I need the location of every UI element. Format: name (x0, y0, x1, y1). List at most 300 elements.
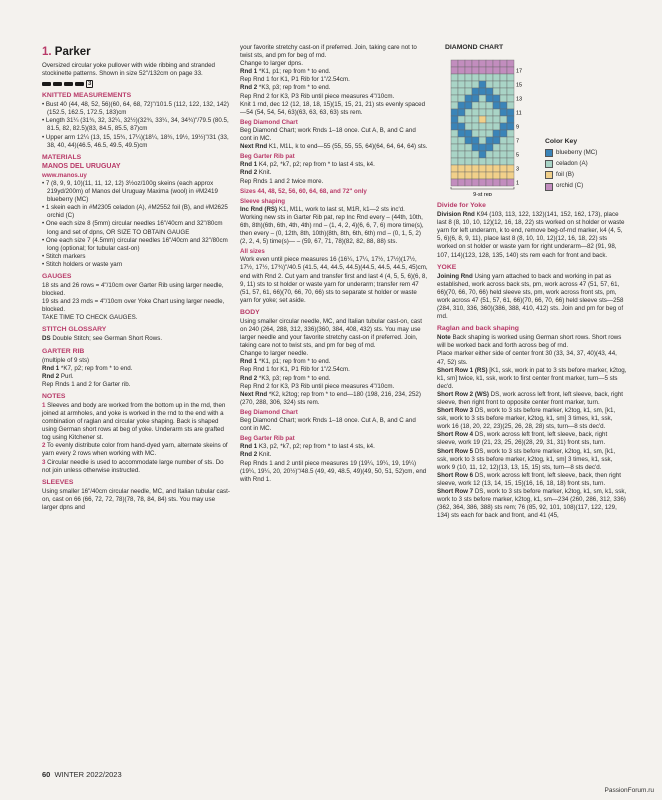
subsection-heading: Beg Diamond Chart (240, 408, 298, 416)
color-swatch (545, 149, 553, 157)
chart-cell (451, 179, 458, 186)
paragraph: 18 sts and 26 rows = 4"/10cm over Garter Rib using larger needle, blocked. (42, 281, 224, 298)
instruction-text: *K3, p3; rep from * to end. (257, 84, 331, 92)
bullet-item: • Length 31¼ (31¾, 32, 32¼, 32½)(32¾, 33¼, 34, 34¾)"/79.5 (80.5, 81.5, 82, 82.5)(83, 84.5, 85.5, 87)cm (42, 117, 229, 133)
chart-cell (458, 151, 465, 158)
paragraph: Rep Rnd 1 for K1, P1 Rib for 1"/2.54cm. (240, 366, 350, 374)
instruction-text: Purl. (59, 372, 74, 380)
color-key-list (545, 149, 597, 190)
instruction-text: DS, work to 3 sts before marker, k2tog, k1, sm, [k1, ssk, work to 3 sts before marker, k2tog, k1, sm] 3 times, k1, ssk, work 16 (18, 20, 22, 23)(25, 26, 28, 28) sts, turn—8 sts dec'd. (437, 407, 616, 431)
chart-cell (500, 179, 507, 186)
skill-level-indicator (42, 80, 230, 88)
section-heading: SLEEVES (42, 478, 74, 486)
chart-cell (493, 102, 500, 109)
instruction-label: Rnd 1 (240, 358, 258, 366)
chart-cell (486, 165, 493, 172)
chart-cell (500, 67, 507, 74)
instruction-label: Short Row 6 (437, 471, 474, 479)
bullet-item: • Upper arm 12¼ (13, 15, 15¾, 17¼)(18¼, 18¾, 19½, 19½)"/31 (33, 38, 40, 44)(46.5, 46.5, 49.5, 49.5)cm (42, 133, 229, 149)
bullet-item: • Bust 40 (44, 48, 52, 56)(60, 64, 68, 72)"/101.5 (112, 122, 132, 142)(152.5, 162.5, 172.5, 183)cm (42, 101, 229, 117)
instruction-label: Short Row 2 (WS) (437, 390, 489, 398)
chart-cell (507, 102, 514, 109)
chart-cell (465, 81, 472, 88)
paragraph: Knit 1 rnd, dec 12 (12, 18, 18, 15)(15, 15, 21, 21) sts evenly spaced—54 (54, 54, 54, 63)(63, 63, 63, 63) sts rem. (240, 100, 426, 116)
chart-cell (507, 88, 514, 95)
chart-cell (500, 116, 507, 123)
chart-cell (500, 137, 507, 144)
section-heading: NOTES (42, 392, 66, 400)
chart-cell (493, 88, 500, 95)
instruction (240, 206, 428, 214)
instruction-label: Rnd 2 (42, 372, 60, 380)
section-heading: GAUGES (42, 272, 72, 280)
chart-cell (500, 81, 507, 88)
instruction-text: [K1, ssk, work in pat to 3 sts before marker, k2tog, k1, sm] twice, k1, ssk, work to first center front marker, turn—5 sts dec'd. (437, 366, 627, 390)
instruction (437, 448, 627, 472)
chart-cell (458, 95, 465, 102)
chart-cell (472, 158, 479, 165)
chart-cell (465, 95, 472, 102)
instruction-text: DS, work to 3 sts before marker, k2tog, k1, sm, k1, ssk, work to 3 sts before marker, k2tog, k1, sm—234 (260, 286, 312, 336)(362, 364, 386, 388) sts rem; 76 (85, 92, 101, 108)(117, 122, 129, 134) sts each for back and front, and 41 (45, (437, 488, 627, 520)
chart-cell (507, 130, 514, 137)
chart-cell (472, 130, 479, 137)
pattern-title (42, 46, 230, 59)
paragraph: Beg Diamond Chart; work Rnds 1–18 once. Cut A, B, and C and cont in MC. (240, 126, 416, 143)
instruction (437, 211, 627, 260)
instruction-label: Next Rnd (240, 390, 268, 398)
chart-cell (507, 60, 514, 67)
chart-cell (451, 172, 458, 179)
chart-cell (479, 130, 486, 137)
chart-cell (479, 102, 486, 109)
chart-cell (486, 137, 493, 144)
chart-cell (479, 95, 486, 102)
chart-cell (493, 172, 500, 179)
color-key-label: celadon (A) (556, 160, 588, 168)
chart-cell (493, 144, 500, 151)
section-heading: STITCH GLOSSARY (42, 326, 107, 334)
paragraph: TAKE TIME TO CHECK GAUGES. (42, 314, 138, 322)
chart-cell (472, 151, 479, 158)
color-key-title: Color Key (545, 138, 578, 146)
chart-cell (451, 158, 458, 165)
chart-cell (507, 74, 514, 81)
chart-cell (472, 116, 479, 123)
chart-cell (493, 165, 500, 172)
chart-cell (479, 81, 486, 88)
chart-cell (486, 116, 493, 123)
instruction-label: Short Row 3 (437, 407, 474, 415)
instruction-text: *K1, p1; rep from * to end. (257, 68, 331, 76)
section-heading: MATERIALS (42, 153, 82, 161)
instruction-label: DS (42, 335, 51, 343)
color-key-item (545, 149, 597, 157)
watermark: PassionForum.ru (604, 787, 654, 794)
instruction-text: K94 (103, 113, 122, 132)(141, 152, 162, 173), place last 8 (8, 10, 10, 12)(12, 16, 18, 22) sts worked on st holder or waste yarn for left underarm, k to end, remove beg-of-rnd marker, k4 (4, 5, 5, 6)(6, 8, 9, 11), place last 8 (8, 10, 10, 12)(12, 16, 18, 22) sts worked on st holder or waste yarn for right underarm—82 (91, 98, 107, 114)(123, 128, 135, 140) sts rem each for front and back. (437, 211, 625, 259)
instruction-text: *K2, k2tog; rep from * to end—180 (198, 216, 234, 252)(270, 288, 306, 324) sts rem. (240, 390, 421, 406)
chart-cell (500, 60, 507, 67)
instruction (240, 451, 428, 459)
paragraph: Work even until piece measures 16 (16¼, 17¼, 17½, 17½)(17½, 17½, 17½, 17¾)"/40.5 (41.5, 44, 44.5, 44.5)(44.5, 44.5, 44.5, 45)cm, end with Rnd 2. Cut yarn and transfer first and last 4 (4, 5, 5, 6)(6, 8, 9, 11) sts to st holder or waste yarn for underarm; transfer rem 47 (51, 57, 61, 66)(70, 66, 70, 66) sts to separate st holder or waste yarn for yoke; set aside. (240, 256, 428, 304)
chart-cell (465, 151, 472, 158)
chart-cell (451, 151, 458, 158)
chart-cell (486, 95, 493, 102)
chart-cell (451, 130, 458, 137)
chart-cell (507, 137, 514, 144)
instruction-text: K1, M1L, work to last st, M1R, k1—2 sts inc'd. (277, 205, 405, 213)
color-key-item (545, 182, 597, 190)
chart-cell (493, 151, 500, 158)
chart-cell (500, 102, 507, 109)
bullet-item: • Stitch holders or waste yarn (42, 260, 123, 268)
chart-cell (500, 144, 507, 151)
instruction (437, 367, 627, 391)
note-number: 3 (42, 458, 46, 466)
bullet-item: • One each size 8 (5mm) circular needles 16"/40cm and 32"/80cm long and set of dpns, OR SIZE TO OBTAIN GAUGE (42, 220, 223, 236)
chart-cell (500, 158, 507, 165)
pattern-name: Parker (54, 46, 91, 58)
note-item (42, 442, 230, 458)
instruction-label: Rnd 2 (240, 169, 258, 177)
instruction-text: *K3, p3; rep from * to end. (257, 374, 331, 382)
paragraph: 19 sts and 23 rnds = 4"/10cm over Yoke Chart using larger needle, blocked. (42, 298, 225, 314)
paragraph: Rep Rnds 1 and 2 twice more. (240, 177, 324, 185)
instruction-label: Rnd 1 (240, 68, 258, 76)
column-right-body (437, 202, 627, 520)
skill-bar (53, 82, 62, 86)
chart-cell (451, 123, 458, 130)
chart-cell (493, 81, 500, 88)
chart-cell (493, 130, 500, 137)
chart-cell (472, 144, 479, 151)
paragraph: Beg Diamond Chart; work Rnds 1–18 once. Cut A, B, and C and cont in MC. (240, 417, 416, 433)
chart-cell (500, 109, 507, 116)
chart-cell (465, 144, 472, 151)
chart-cell (465, 172, 472, 179)
chart-cell (507, 123, 514, 130)
section-heading: KNITTED MEASUREMENTS (42, 92, 132, 100)
chart-cell (486, 158, 493, 165)
chart-row-label: 15 (516, 82, 523, 89)
subsection-heading: All sizes (240, 248, 265, 256)
chart-cell (451, 109, 458, 116)
note-item (42, 402, 230, 442)
color-key-item (545, 160, 597, 168)
color-key (545, 138, 597, 193)
chart-cell (472, 109, 479, 116)
instruction-label: Next Rnd (240, 143, 268, 151)
instruction-label: Rnd 2 (240, 374, 258, 382)
chart-cell (451, 95, 458, 102)
repeat-bracket (451, 187, 514, 189)
column-left (42, 46, 230, 512)
paragraph: Rep Rnd 2 for K3, P3 Rib until piece measures 4"/10cm. (240, 382, 395, 390)
skill-level-number: 3 (88, 81, 92, 88)
chart-cell (458, 158, 465, 165)
chart-cell (507, 116, 514, 123)
chart-cell (465, 109, 472, 116)
chart-cell (458, 137, 465, 144)
chart-row-label: 7 (516, 138, 520, 145)
chart-cell (451, 67, 458, 74)
chart-cell (465, 88, 472, 95)
instruction (240, 169, 428, 177)
instruction (240, 84, 428, 92)
subsection-heading: Beg Garter Rib pat (240, 153, 295, 161)
chart-cell (507, 81, 514, 88)
instruction-text: Back shaping is worked using German short rows. Short rows will be worked back and forth across beg of rnd. (437, 334, 622, 350)
chart-cell (451, 60, 458, 67)
instruction (437, 334, 627, 350)
chart-cell (493, 109, 500, 116)
chart-cell (465, 165, 472, 172)
paragraph: Working new sts in Garter Rib pat, rep Inc Rnd every – (44th, 10th, 6th, 8th)(6th, 6th, 4th, 4th) rnd – (1, 4, 2, 4)(6, 6, 7, 6) more time(s), then every – (0, 12th, 8th, 10th)(8th, 8th, 6th, 6th) rnd – (0, 1, 5, 2)(2, 2, 4, 5) time(s)— – (59, 67, 71, 78)(82, 82, 88, 88) sts. (240, 213, 424, 246)
instruction-text: K4, p2, *k7, p2; rep from * to last 4 sts, k4. (257, 161, 375, 169)
chart-cell (500, 95, 507, 102)
instruction-label: Joining Rnd (437, 272, 473, 280)
paragraph: Using smaller circular needle, MC, and Italian tubular cast-on, cast on 240 (264, 288, 312, 336)(360, 384, 408, 432) sts. You may use larger needle and your favorite stretchy cast-on if preferred. Join, taking care not to twist sts, and pm for beg of rnd. (240, 317, 422, 350)
chart-cell (479, 179, 486, 186)
chart-cell (493, 67, 500, 74)
chart-cell (458, 130, 465, 137)
chart-cell (472, 81, 479, 88)
chart-cell (451, 74, 458, 81)
chart-cell (479, 144, 486, 151)
chart-cell (479, 88, 486, 95)
chart-cell (472, 165, 479, 172)
instruction-text: *K1, p1; rep from * to end. (257, 358, 331, 366)
chart-cell (486, 172, 493, 179)
chart-cell (472, 172, 479, 179)
column-middle (240, 44, 428, 484)
skill-bar (64, 82, 73, 86)
pattern-intro: Oversized circular yoke pullover with wide ribbing and stranded stockinette patterns. Shown in size 52"/132cm on page 33. (42, 62, 215, 78)
chart-cell (458, 102, 465, 109)
chart-cell (472, 123, 479, 130)
chart-cell (465, 67, 472, 74)
chart-cell (486, 74, 493, 81)
instruction-text: Knit. (257, 169, 272, 177)
subsection-heading: Sizes 44, 48, 52, 56, 60, 64, 68, and 72" only (240, 187, 367, 195)
website-link[interactable]: www.manos.uy (42, 171, 87, 179)
color-key-item (545, 171, 597, 179)
instruction (240, 375, 428, 383)
instruction (240, 161, 428, 169)
instruction-label: Short Row 1 (RS) (437, 366, 488, 374)
section-heading: Raglan and back shaping (437, 325, 519, 333)
chart-cell (500, 165, 507, 172)
chart-cell (479, 123, 486, 130)
instruction-label: Short Row 7 (437, 488, 474, 495)
column-left-body (42, 92, 230, 512)
diamond-chart-area (437, 58, 627, 198)
chart-cell (500, 130, 507, 137)
paragraph: Rep Rnd 2 for K3, P3 Rib until piece measures 4"/10cm. (240, 92, 395, 100)
color-key-label: blueberry (MC) (556, 149, 598, 157)
instruction (437, 273, 627, 322)
subsection-heading: Beg Garter Rib pat (240, 435, 295, 443)
page-number: 60 (42, 770, 51, 779)
chart-cell (458, 116, 465, 123)
diamond-chart (437, 58, 537, 196)
chart-cell (451, 102, 458, 109)
instruction (240, 143, 428, 151)
instruction (42, 335, 230, 343)
chart-cell (479, 151, 486, 158)
chart-cell (458, 179, 465, 186)
repeat-label: 9-st rep (473, 192, 492, 197)
chart-cell (451, 137, 458, 144)
chart-cell (472, 179, 479, 186)
bullet-item: • 1 skein each in #M2305 celadon (A), #M2552 foil (B), and #M2625 orchid (C) (42, 204, 228, 220)
paragraph: Change to larger needle. (240, 350, 309, 358)
section-heading: YOKE (437, 263, 457, 271)
chart-cell (479, 60, 486, 67)
chart-cell (458, 123, 465, 130)
chart-row-label: 11 (516, 110, 522, 117)
instruction-label: Short Row 4 (437, 431, 474, 439)
chart-cell (493, 60, 500, 67)
chart-cell (451, 165, 458, 172)
chart-cell (507, 179, 514, 186)
color-swatch (545, 160, 553, 168)
instruction (437, 391, 627, 407)
paragraph: Using smaller 16"/40cm circular needle, MC, and Italian tubular cast-on, cast on 66 (66, 72, 72, 78)(78, 78, 84, 84) sts. You may use larger dpns and (42, 487, 230, 511)
paragraph: Rep Rnds 1 and 2 until piece measures 19 (19¼, 19¼, 19, 19¼)(19¼, 19¼, 20, 20½)"/48.5 (49, 49, 48.5, 49)(49, 50, 51, 52)cm, end with Rnd 1. (240, 459, 427, 483)
instruction (437, 407, 627, 431)
instruction-text: DS, work across left front, left sleeve, back, then right sleeve, work 12 (13, 14, 15, 15)(16, 16, 18, 18) front sts, turn. (437, 471, 621, 487)
chart-cell (465, 130, 472, 137)
instruction (437, 472, 627, 488)
chart-cell (472, 74, 479, 81)
yarn-brand: MANOS DEL URUGUAY (42, 162, 121, 170)
instruction-label: Division Rnd (437, 211, 475, 219)
instruction-label: Rnd 2 (240, 84, 258, 92)
chart-cell (458, 88, 465, 95)
instruction-label: Rnd 1 (240, 443, 258, 451)
chart-cell (507, 144, 514, 151)
note-number: 2 (42, 442, 46, 450)
issue-label: WINTER 2022/2023 (54, 770, 122, 779)
pattern-number: 1. (42, 46, 52, 58)
chart-cell (493, 95, 500, 102)
instruction-text: Using yarn attached to back and working in pat as established, work across back sts, pm, work across 47 (51, 57, 61, 66)(70, 66, 70, 66) held sleeve sts, pm, work across front sts, pm, work across 47 (51, 57, 61, 66)(70, 66, 70, 66) held sleeve sts—258 (284, 310, 336, 360)(386, 388, 410, 412) sts. Join and pm for beg of rnd. (437, 272, 624, 321)
chart-cell (486, 67, 493, 74)
chart-cell (479, 116, 486, 123)
instruction-text: Knit. (257, 451, 272, 459)
bullet-item: • One each size 7 (4.5mm) circular needles 16"/40cm and 32"/80cm long (optional; for tubular cast-on) (42, 236, 228, 252)
chart-cell (472, 102, 479, 109)
note-item (42, 459, 230, 475)
chart-cell (465, 102, 472, 109)
section-heading: GARTER RIB (42, 347, 85, 355)
instruction (240, 68, 428, 76)
chart-cell (500, 74, 507, 81)
note-text: To evenly distribute color from hand-dyed yarn, alternate skeins of yarn every 2 rows when working with MC. (42, 442, 228, 458)
chart-cell (458, 144, 465, 151)
chart-cell (458, 165, 465, 172)
column-middle-body (240, 44, 428, 484)
chart-cell (479, 137, 486, 144)
chart-cell (493, 179, 500, 186)
chart-cell (472, 95, 479, 102)
instruction-label: Note (437, 334, 451, 342)
chart-cell (500, 151, 507, 158)
instruction-label: Rnd 2 (240, 451, 258, 459)
diamond-chart-title: DIAMOND CHART (445, 44, 504, 51)
chart-row-label: 1 (516, 180, 520, 187)
instruction-text: K3, p2, *k7, p2; rep from * to last 4 sts, k4. (257, 443, 375, 451)
chart-cell (472, 88, 479, 95)
chart-cell (500, 123, 507, 130)
chart-cell (493, 137, 500, 144)
chart-cell (486, 88, 493, 95)
chart-cell (479, 165, 486, 172)
chart-cell (458, 67, 465, 74)
chart-cell (486, 102, 493, 109)
instruction-text: K1, M1L, k to end—55 (55, 55, 55, 64)(64, 64, 64, 64) sts. (267, 143, 428, 151)
paragraph: Change to larger dpns. (240, 60, 303, 68)
section-heading: Divide for Yoke (437, 202, 486, 210)
chart-cell (493, 158, 500, 165)
chart-cell (458, 74, 465, 81)
instruction (42, 365, 230, 373)
chart-cell (451, 88, 458, 95)
chart-cell (500, 88, 507, 95)
note-text: Sleeves and body are worked from the bottom up in the rnd, then joined at armholes, and yoke is worked in the rnd to the end with a combination of raglan and circular yoke shaping. Back is shaped using German short rows at beg of yoke. Underarm sts are grafted tog using Kitchener st. (42, 401, 226, 442)
chart-cell (451, 116, 458, 123)
instruction-text: DS, work across left front, left sleeve, back, right sleeve, then right front to opposite center front marker, turn. (437, 390, 624, 406)
instruction (240, 358, 428, 366)
skill-bar (42, 82, 51, 86)
chart-cell (479, 74, 486, 81)
chart-cell (479, 109, 486, 116)
chart-cell (507, 109, 514, 116)
chart-cell (465, 123, 472, 130)
chart-row-label: 3 (516, 166, 520, 173)
paragraph: (multiple of 9 sts) (42, 356, 90, 364)
chart-cell (486, 144, 493, 151)
chart-cell (465, 179, 472, 186)
bullet-item: • Stitch markers (42, 252, 86, 260)
chart-cell (493, 74, 500, 81)
chart-row-label: 13 (516, 96, 523, 103)
chart-cell (472, 137, 479, 144)
chart-cell (451, 81, 458, 88)
chart-cell (493, 116, 500, 123)
chart-cell (486, 151, 493, 158)
section-heading: BODY (240, 308, 260, 316)
color-swatch (545, 171, 553, 179)
instruction-label: Rnd 1 (240, 161, 258, 169)
chart-cell (472, 67, 479, 74)
color-key-label: orchid (C) (556, 182, 584, 190)
chart-cell (458, 81, 465, 88)
instruction (437, 488, 627, 520)
instruction-text: *K7, p2; rep from * to end. (59, 364, 133, 372)
subsection-heading: Beg Diamond Chart (240, 118, 298, 126)
instruction (42, 373, 230, 381)
instruction (437, 431, 627, 447)
chart-cell (465, 60, 472, 67)
color-swatch (545, 183, 553, 191)
instruction-label: Inc Rnd (RS) (240, 205, 278, 213)
chart-cell (486, 123, 493, 130)
chart-cell (486, 179, 493, 186)
chart-cell (486, 81, 493, 88)
instruction (240, 391, 428, 407)
chart-cell (472, 60, 479, 67)
